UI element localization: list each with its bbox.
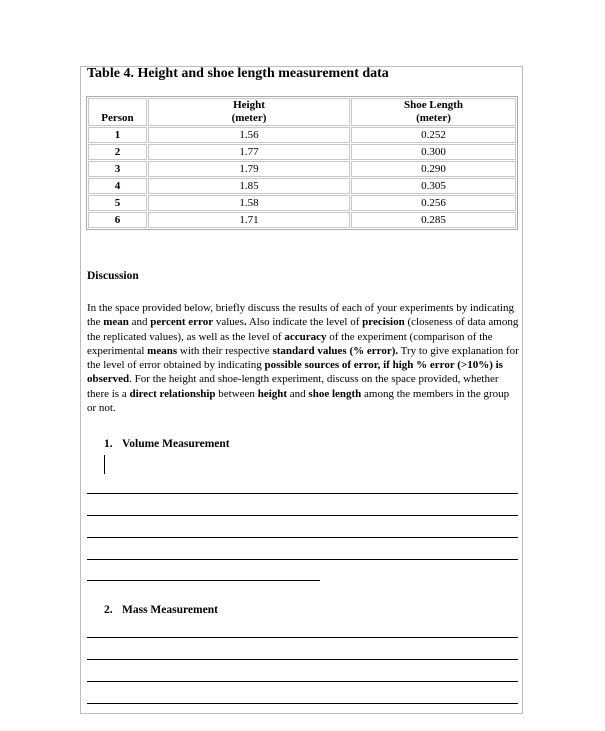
answer-line[interactable] bbox=[87, 559, 518, 560]
answer-line[interactable] bbox=[87, 659, 518, 660]
answer-line[interactable] bbox=[87, 493, 518, 494]
text-segment: . For the height and shoe-length experiment, discuss on the space provided, whether there is a bbox=[87, 373, 499, 400]
section-heading-volume bbox=[104, 438, 230, 450]
header-height-label: Height bbox=[233, 99, 265, 111]
cell-shoe-length: 0.290 bbox=[351, 161, 516, 177]
text-segment: among the members in the group or not. bbox=[87, 387, 510, 415]
text-segment: and bbox=[128, 316, 151, 329]
answer-line-short[interactable] bbox=[87, 580, 320, 581]
table-row bbox=[88, 161, 516, 177]
header-height bbox=[148, 98, 350, 126]
section-title: Volume Measurement bbox=[122, 438, 230, 450]
cell-shoe-length: 0.305 bbox=[351, 178, 516, 194]
cell-person: 1 bbox=[88, 127, 147, 143]
section-title: Mass Measurement bbox=[122, 604, 218, 616]
cell-person: 2 bbox=[88, 144, 147, 160]
bold-term: precision bbox=[362, 316, 405, 329]
cell-height: 1.56 bbox=[148, 127, 350, 143]
bold-term: height bbox=[257, 387, 288, 400]
bold-term: shoe length bbox=[308, 387, 362, 400]
cell-shoe-length: 0.300 bbox=[351, 144, 516, 160]
header-shoe-length-unit: (meter) bbox=[416, 112, 451, 124]
header-height-unit: (meter) bbox=[231, 112, 267, 124]
answer-line[interactable] bbox=[87, 537, 518, 538]
bold-term: mean bbox=[103, 316, 129, 329]
text-segment: Try to give explanation for the level of error obtained by indicating bbox=[87, 344, 519, 372]
cell-shoe-length: 0.285 bbox=[351, 212, 516, 228]
text-segment: of the experiment (comparison of the experimental bbox=[87, 330, 493, 357]
bold-term: . bbox=[243, 316, 247, 329]
cell-person: 4 bbox=[88, 178, 147, 194]
cell-height: 1.77 bbox=[148, 144, 350, 160]
bold-term: means bbox=[147, 344, 178, 357]
discussion-heading: Discussion bbox=[87, 270, 139, 282]
cell-height: 1.71 bbox=[148, 212, 350, 228]
answer-line[interactable] bbox=[87, 681, 518, 682]
cell-height: 1.58 bbox=[148, 195, 350, 211]
bold-term: direct relationship bbox=[129, 387, 216, 400]
cell-height: 1.85 bbox=[148, 178, 350, 194]
cell-shoe-length: 0.256 bbox=[351, 195, 516, 211]
section-heading-mass bbox=[104, 604, 218, 616]
answer-line[interactable] bbox=[87, 703, 518, 704]
header-shoe-length bbox=[351, 98, 516, 126]
cell-person: 6 bbox=[88, 212, 147, 228]
cell-person: 3 bbox=[88, 161, 147, 177]
answer-line[interactable] bbox=[87, 515, 518, 516]
text-segment: between bbox=[215, 387, 258, 400]
text-segment: and bbox=[287, 387, 309, 400]
text-segment: (closeness of data among the replicated values), as well as the level of bbox=[87, 316, 519, 343]
header-person: Person bbox=[88, 98, 147, 126]
text-segment: Also indicate the level of bbox=[246, 316, 363, 329]
bold-term: accuracy bbox=[284, 330, 327, 343]
bold-term: possible sources of error, if high % error (>10%) is observed bbox=[87, 359, 503, 386]
table-body bbox=[88, 127, 516, 228]
table-row bbox=[88, 144, 516, 160]
header-shoe-length-label: Shoe Length bbox=[404, 99, 463, 111]
cell-height: 1.79 bbox=[148, 161, 350, 177]
table-row bbox=[88, 195, 516, 211]
table-row bbox=[88, 212, 516, 228]
text-segment: with their respective bbox=[177, 344, 273, 357]
text-segment: In the space provided below, briefly discuss the results of each of your experiments by indicating the bbox=[87, 302, 514, 329]
bold-term: standard values (% error). bbox=[272, 344, 399, 357]
section-number: 1. bbox=[104, 438, 113, 450]
table-row bbox=[88, 127, 516, 143]
section-number: 2. bbox=[104, 604, 113, 616]
table-row bbox=[88, 178, 516, 194]
text-segment: values bbox=[213, 316, 244, 329]
cell-person: 5 bbox=[88, 195, 147, 211]
discussion-paragraph bbox=[87, 301, 521, 415]
table-title: Table 4. Height and shoe length measurement data bbox=[87, 66, 389, 81]
text-cursor bbox=[104, 455, 105, 474]
bold-term: percent error bbox=[150, 316, 214, 329]
cell-shoe-length: 0.252 bbox=[351, 127, 516, 143]
answer-line[interactable] bbox=[87, 637, 518, 638]
table-header-row bbox=[88, 98, 516, 126]
measurement-table bbox=[86, 96, 518, 230]
